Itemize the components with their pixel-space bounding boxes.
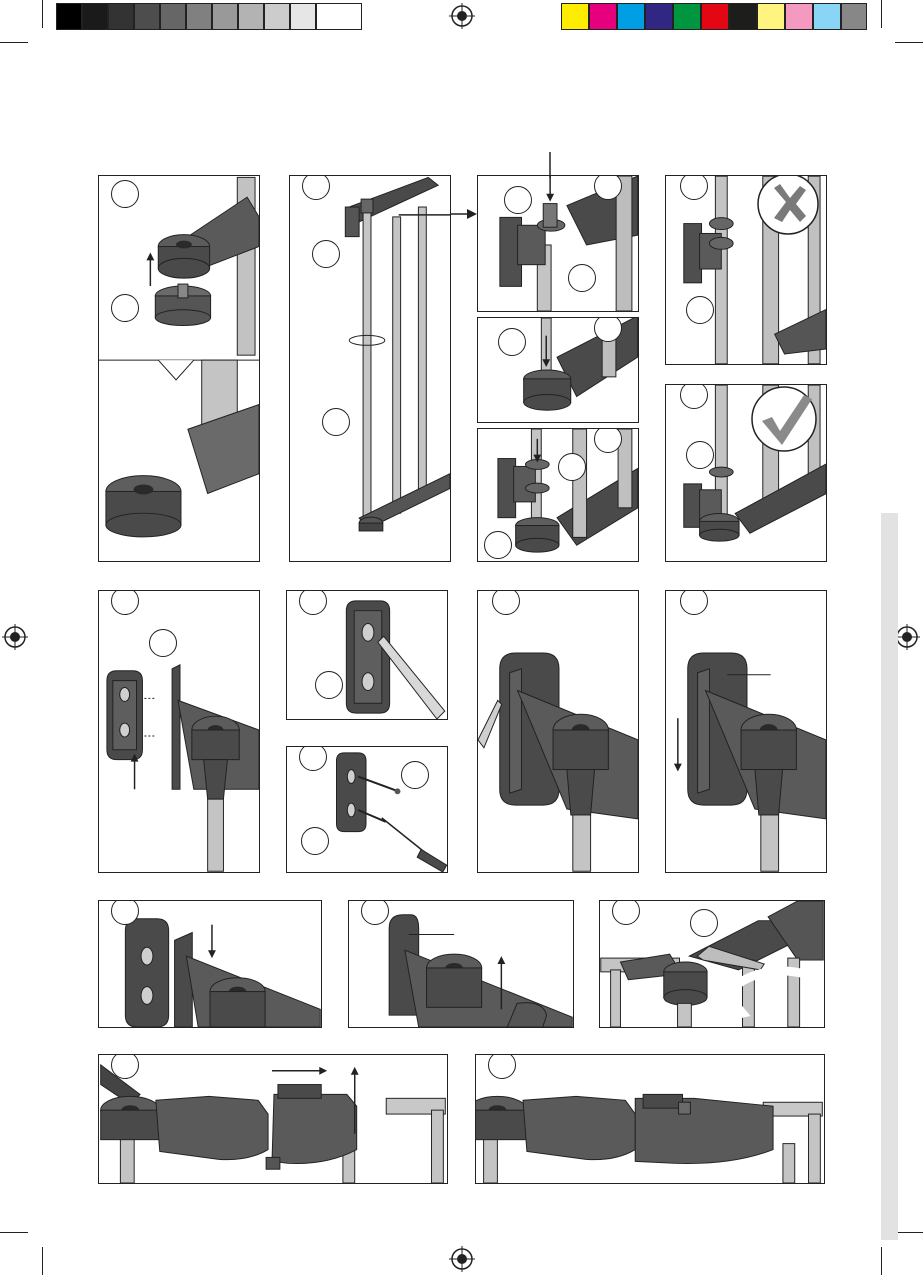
color-swatch	[813, 3, 841, 30]
step-panel-gate-side	[289, 175, 451, 562]
gray-swatch	[264, 3, 290, 30]
step-panel-wall-plate	[98, 590, 260, 873]
step-panel-slide-down	[665, 590, 827, 873]
color-swatch	[673, 3, 701, 30]
step-number-badge	[111, 180, 139, 208]
part-callout-badge	[484, 531, 512, 559]
gray-swatch	[316, 3, 362, 30]
crop-mark-top-left-v	[42, 0, 43, 28]
step-panel-lift-gate	[348, 900, 574, 1028]
color-swatch	[589, 3, 617, 30]
step-panel-plate-mounted	[477, 590, 639, 873]
color-swatch	[757, 3, 785, 30]
page-side-tab	[881, 513, 898, 1240]
color-swatch	[841, 3, 867, 30]
color-swatch	[785, 3, 813, 30]
color-swatch	[617, 3, 645, 30]
crop-mark-bottom-left-v	[42, 1247, 43, 1275]
color-swatch	[701, 3, 729, 30]
part-callout-badge	[568, 264, 596, 292]
gray-swatch	[134, 3, 160, 30]
crop-mark-top-right-v	[881, 0, 882, 28]
step-panel-foot-screw	[98, 175, 260, 562]
step-panel-mark-holes	[286, 590, 448, 720]
part-callout-badge	[322, 408, 350, 436]
crop-mark-bottom-left-h	[0, 1232, 28, 1233]
gray-swatch	[186, 3, 212, 30]
check-mark-icon	[748, 385, 820, 453]
direction-arrow-icon	[544, 152, 556, 178]
rotate-arrow-icon	[670, 953, 825, 1028]
step-panel-pin-insert	[477, 317, 639, 423]
gray-swatch	[238, 3, 264, 30]
crop-mark-top-right-h	[895, 42, 923, 43]
part-callout-badge	[686, 441, 714, 469]
gray-swatch	[56, 3, 82, 30]
part-callout-badge	[690, 909, 718, 937]
registration-mark-icon	[449, 1246, 475, 1272]
part-callout-badge	[111, 294, 139, 322]
registration-mark-icon	[449, 3, 475, 29]
gray-swatch	[212, 3, 238, 30]
part-callout-badge	[401, 761, 429, 789]
cross-mark-icon	[756, 175, 820, 236]
gray-swatch	[82, 3, 108, 30]
part-callout-badge	[498, 328, 526, 356]
part-callout-badge	[312, 240, 340, 268]
registration-mark-icon	[2, 624, 28, 650]
color-swatch	[561, 3, 589, 30]
gray-swatch	[108, 3, 134, 30]
step-panel-closed-latch	[475, 1054, 825, 1184]
crop-mark-bottom-right-v	[881, 1247, 882, 1275]
step-panel-correct-position	[665, 384, 827, 562]
part-callout-badge	[315, 671, 343, 699]
crop-mark-bottom-right-h	[895, 1232, 923, 1233]
gray-swatch	[160, 3, 186, 30]
step-panel-rotate-knob	[599, 900, 825, 1028]
step-panel-pin-seated	[477, 428, 639, 562]
step-panel-screw-plate	[286, 746, 448, 873]
part-callout-badge	[301, 827, 329, 855]
step-panel-open-latch	[98, 1054, 448, 1184]
part-callout-badge	[149, 629, 177, 657]
gray-swatch	[290, 3, 316, 30]
crop-mark-top-left-h	[0, 42, 28, 43]
step-panel-top-pin	[477, 175, 639, 312]
color-swatch	[729, 3, 757, 30]
part-callout-badge	[504, 186, 532, 214]
color-swatch	[645, 3, 673, 30]
direction-arrow-icon	[451, 206, 477, 222]
part-callout-badge	[686, 296, 714, 324]
part-callout-badge	[558, 453, 586, 481]
step-panel-plate-align	[98, 900, 322, 1028]
step-panel-wrong-position	[665, 175, 827, 365]
